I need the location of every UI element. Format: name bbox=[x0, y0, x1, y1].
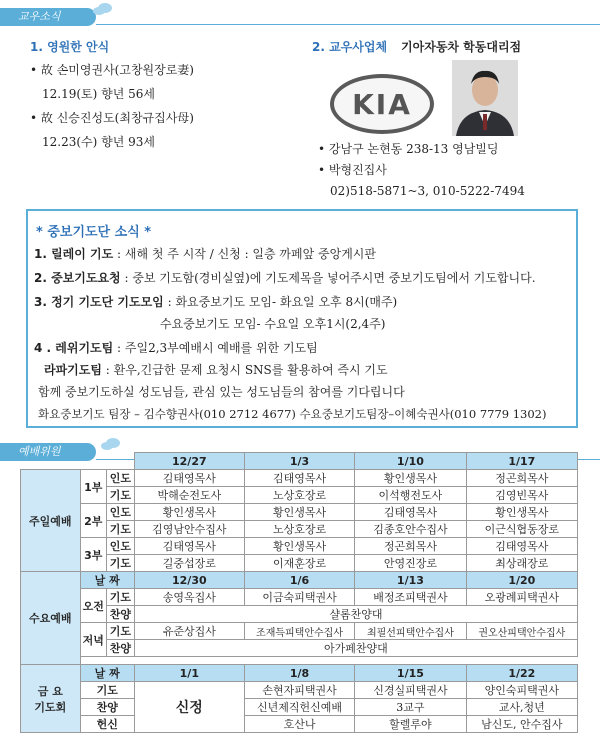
table-cell: 호산나 bbox=[244, 716, 354, 733]
date-header: 12/30 bbox=[134, 572, 244, 589]
business-address: • 강남구 논현동 238-13 영남빌딩 bbox=[318, 142, 499, 156]
table-cell: 김영남안수집사 bbox=[134, 521, 244, 538]
table-cell: 교사,청년 bbox=[466, 699, 577, 716]
table-cell: 할렐루야 bbox=[355, 716, 466, 733]
business-owner: • 박형진집사 bbox=[318, 163, 387, 177]
role-label: 기도 bbox=[106, 623, 134, 640]
person-photo-icon bbox=[452, 60, 518, 136]
table-cell: 신경실피택권사 bbox=[355, 682, 466, 699]
role-label: 인도 bbox=[106, 504, 134, 521]
date-header: 1/20 bbox=[466, 572, 577, 589]
table-cell: 김태영목사 bbox=[355, 504, 466, 521]
table-cell: 김태영목사 bbox=[244, 470, 354, 487]
service-name: 오전 bbox=[80, 589, 106, 623]
section-tab-worship: 예배위원 bbox=[0, 443, 96, 461]
table-cell: 샬롬찬양대 bbox=[134, 606, 577, 623]
table-cell: 조재득피택안수집사 bbox=[244, 623, 354, 640]
table-cell: 3교구 bbox=[355, 699, 466, 716]
date-header: 1/8 bbox=[244, 665, 354, 682]
section-header-news bbox=[0, 8, 600, 26]
service-name: 1부 bbox=[80, 470, 106, 504]
role-label: 기도 bbox=[80, 682, 134, 699]
table-cell: 최필선피택안수집사 bbox=[355, 623, 466, 640]
table-cell: 손현자피택권사 bbox=[244, 682, 354, 699]
table-cell: 오광례피택권사 bbox=[466, 589, 577, 606]
table-cell: 황인생목사 bbox=[466, 504, 577, 521]
prayer-news-title: * 중보기도단 소식 * bbox=[36, 225, 152, 240]
table-cell: 황인생목사 bbox=[244, 538, 354, 555]
role-label: 기도 bbox=[106, 555, 134, 572]
date-header: 12/27 bbox=[134, 453, 244, 470]
date-header: 1/22 bbox=[466, 665, 577, 682]
table-cell: 김영빈목사 bbox=[466, 487, 577, 504]
table-cell: 남신도, 안수집사 bbox=[466, 716, 577, 733]
role-label: 기도 bbox=[106, 487, 134, 504]
date-header: 1/15 bbox=[355, 665, 466, 682]
kia-logo bbox=[330, 74, 434, 134]
kia-logo-text: KIA bbox=[352, 87, 412, 121]
table-cell: 노상호장로 bbox=[244, 487, 354, 504]
table-cell: 김태영목사 bbox=[134, 470, 244, 487]
table-cell: 정곤희목사 bbox=[355, 538, 466, 555]
role-label: 인도 bbox=[106, 538, 134, 555]
table-cell: 김태영목사 bbox=[134, 538, 244, 555]
service-name: 3부 bbox=[80, 538, 106, 572]
cloud-icon bbox=[92, 2, 114, 16]
role-label: 기도 bbox=[106, 589, 134, 606]
table-cell: 황인생목사 bbox=[244, 504, 354, 521]
wednesday-label: 수요예배 bbox=[21, 572, 81, 665]
date-header: 1/6 bbox=[244, 572, 354, 589]
table-cell: 황인생목사 bbox=[355, 470, 466, 487]
section-tab-news: 교우소식 bbox=[0, 8, 96, 26]
date-header: 1/1 bbox=[134, 665, 244, 682]
sunday-label: 주일예배 bbox=[21, 470, 81, 572]
table-cell: 박해순전도사 bbox=[134, 487, 244, 504]
table-cell: 이근식협동장로 bbox=[466, 521, 577, 538]
prayer-item: 4 . 레위기도팀 : 주일2,3부예배시 예배를 위한 기도팀 bbox=[34, 341, 318, 355]
table-cell: 길중섭장로 bbox=[134, 555, 244, 572]
prayer-contacts: 화요중보기도 팀장 – 김수향권사(010 2712 4677) 수요중보기도팀장–이혜숙권사(010 7779 1302) bbox=[38, 407, 547, 421]
cloud-icon bbox=[100, 437, 122, 451]
prayer-item: 1. 릴레이 기도 : 새해 첫 주 시작 / 신청 : 일층 까페앞 중앙게시판 bbox=[34, 247, 376, 261]
table-cell: 최상래장로 bbox=[466, 555, 577, 572]
business-phone: 02)518-5871~3, 010-5222-7494 bbox=[330, 184, 525, 198]
eternal-rest-heading: 1. 영원한 안식 bbox=[30, 40, 110, 54]
business-address-block bbox=[318, 140, 588, 200]
prayer-item: 라파기도팀 : 환우,긴급한 문제 요청시 SNS를 활용하여 즉시 기도 bbox=[44, 363, 388, 377]
service-name: 저녁 bbox=[80, 623, 106, 657]
prayer-news-box bbox=[26, 209, 578, 428]
member-business-heading: 2. 교우사업체 bbox=[312, 40, 388, 54]
table-cell: 김종호안수집사 bbox=[355, 521, 466, 538]
owner-photo bbox=[452, 60, 518, 136]
table-cell: 황인생목사 bbox=[134, 504, 244, 521]
role-label: 찬양 bbox=[106, 640, 134, 657]
table-cell: 신년제직헌신예배 bbox=[244, 699, 354, 716]
date-header: 1/17 bbox=[466, 453, 577, 470]
new-year-cell: 신정 bbox=[134, 682, 244, 733]
table-cell: 이재훈장로 bbox=[244, 555, 354, 572]
table-cell: 배정조피택권사 bbox=[355, 589, 466, 606]
table-cell: 김태영목사 bbox=[466, 538, 577, 555]
table-cell: 아가페찬양대 bbox=[134, 640, 577, 657]
role-label: 인도 bbox=[106, 470, 134, 487]
date-header: 1/10 bbox=[355, 453, 466, 470]
table-cell: 안영진장로 bbox=[355, 555, 466, 572]
role-label: 찬양 bbox=[106, 606, 134, 623]
role-label: 기도 bbox=[106, 521, 134, 538]
memorial-line: • 故 손미영권사(고창원장로妻) bbox=[30, 63, 194, 77]
memorial-line: • 故 신승진성도(최창규집사母) bbox=[30, 111, 194, 125]
eternal-rest-block bbox=[30, 38, 300, 151]
date-label: 날 짜 bbox=[80, 572, 134, 589]
sunday-worship-table bbox=[20, 452, 578, 733]
table-cell: 유준상집사 bbox=[134, 623, 244, 640]
date-header: 1/3 bbox=[244, 453, 354, 470]
prayer-invite: 함께 중보기도하실 성도님들, 관심 있는 성도님들의 참여를 기다립니다 bbox=[38, 385, 405, 399]
table-cell: 송영옥집사 bbox=[134, 589, 244, 606]
service-name: 2부 bbox=[80, 504, 106, 538]
memorial-line: 12.19(토) 향년 56세 bbox=[42, 87, 155, 101]
role-label: 찬양 bbox=[80, 699, 134, 716]
prayer-item: 2. 중보기도요청 : 중보 기도함(경비실옆)에 기도제목을 넣어주시면 중보기도팀에서 기도합니다. bbox=[34, 271, 536, 285]
business-name: 기아자동차 학동대리점 bbox=[401, 40, 522, 54]
date-header: 1/13 bbox=[355, 572, 466, 589]
friday-label: 금 요 기도회 bbox=[21, 665, 81, 733]
role-label: 헌신 bbox=[80, 716, 134, 733]
memorial-line: 12.23(수) 향년 93세 bbox=[42, 135, 155, 149]
divider bbox=[96, 24, 600, 25]
member-business-block bbox=[312, 38, 592, 55]
table-cell: 정곤희목사 bbox=[466, 470, 577, 487]
table-cell: 양인숙피택권사 bbox=[466, 682, 577, 699]
prayer-item: 수요중보기도 모임- 수요일 오후1시(2,4주) bbox=[160, 317, 386, 331]
table-cell: 이금숙피택권사 bbox=[244, 589, 354, 606]
date-label: 날 짜 bbox=[80, 665, 134, 682]
table-cell: 이석행전도사 bbox=[355, 487, 466, 504]
table-cell: 노상호장로 bbox=[244, 521, 354, 538]
table-cell: 권오산피택안수집사 bbox=[466, 623, 577, 640]
prayer-item: 3. 정기 기도단 기도모임 : 화요중보기도 모임- 화요일 오후 8시(매주) bbox=[34, 295, 398, 309]
